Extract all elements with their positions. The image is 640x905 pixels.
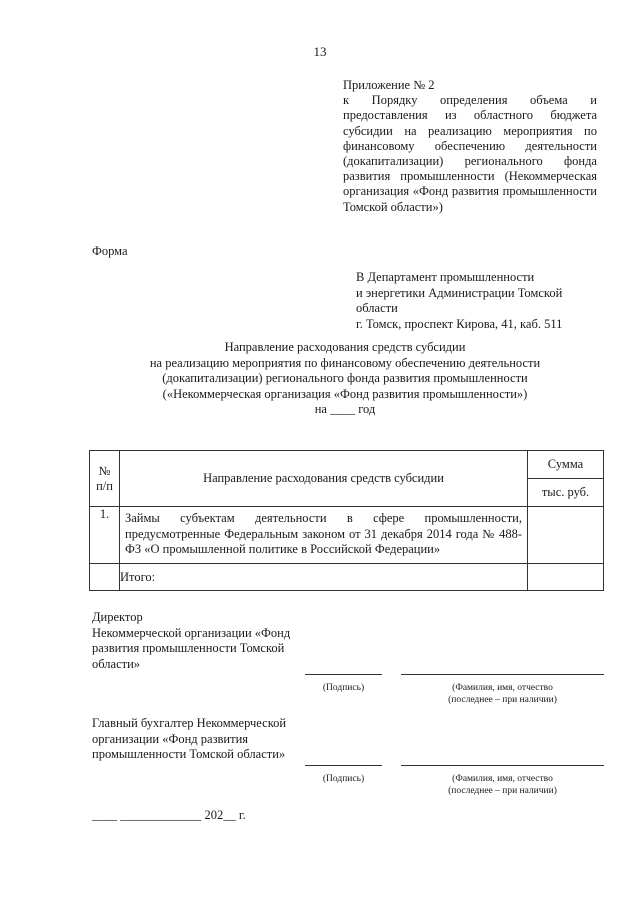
director-line: Директор xyxy=(92,610,143,624)
addressee-line: и энергетики Администрации Томской xyxy=(356,285,563,300)
form-label: Форма xyxy=(92,244,128,258)
title-line: Направление расходования средств субсидии xyxy=(224,340,466,354)
table-total-row xyxy=(90,564,604,591)
table-header-row xyxy=(90,451,604,479)
name-caption-line: (Фамилия, имя, отчество xyxy=(452,683,553,693)
row-num-cell: 1. xyxy=(90,507,120,564)
spending-table xyxy=(89,450,604,591)
table-row xyxy=(90,507,604,564)
total-num-cell xyxy=(90,564,120,591)
accountant-signature-caption: (Подпись) xyxy=(322,774,365,784)
page-number: 13 xyxy=(313,44,327,59)
header-num-sub-label: п/п xyxy=(96,478,113,493)
director-title xyxy=(92,610,302,672)
addressee-line: г. Томск, проспект Кирова, 41, каб. 511 xyxy=(356,316,563,331)
accountant-name-caption xyxy=(401,773,604,797)
title-line: на реализацию мероприятия по финансовому обеспечению деятельности xyxy=(149,355,541,370)
accountant-title xyxy=(92,716,307,763)
header-num-cell xyxy=(90,451,120,507)
name-caption-line: (последнее – при наличии) xyxy=(448,786,557,796)
header-num-label: № xyxy=(98,463,111,478)
total-sum-cell[interactable] xyxy=(528,564,604,591)
addressee-line: области xyxy=(356,301,398,315)
director-line: развития промышленности Томской xyxy=(92,641,285,655)
accountant-signature-line[interactable] xyxy=(305,765,382,766)
document-title xyxy=(100,340,590,418)
header-sum-unit-cell: тыс. руб. xyxy=(528,479,604,507)
director-line: области» xyxy=(92,656,141,671)
appendix-body: к Порядку определения объема и предоставления из областного бюджета субсидии на реализацию мероприятия по финансовому обеспечению деятельности (докапитализации) регионального фонда развития промышленности (Некоммерческая организация «Фонд развития промышленности Томской области») xyxy=(343,93,597,214)
header-direction-cell: Направление расходования средств субсидии xyxy=(120,451,528,507)
date-line[interactable]: ____ _____________ 202__ г. xyxy=(92,808,246,822)
row-sum-cell[interactable] xyxy=(528,507,604,564)
accountant-line: организации «Фонд развития xyxy=(92,731,249,746)
director-name-line[interactable] xyxy=(401,674,604,675)
appendix-title: Приложение № 2 xyxy=(343,78,435,92)
total-label-cell: Итого: xyxy=(120,564,528,591)
row-text-cell xyxy=(120,507,528,564)
director-name-caption xyxy=(401,682,604,706)
director-signature-caption: (Подпись) xyxy=(322,683,365,693)
director-line: Некоммерческой организации «Фонд xyxy=(92,625,291,640)
name-caption-line: (последнее – при наличии) xyxy=(448,695,557,705)
addressee-block xyxy=(356,270,586,332)
title-line: («Некоммерческая организация «Фонд развития промышленности») xyxy=(162,386,528,401)
accountant-name-line[interactable] xyxy=(401,765,604,766)
director-signature-line[interactable] xyxy=(305,674,382,675)
title-year-line: на ____ год xyxy=(314,402,376,416)
header-sum-cell: Сумма xyxy=(528,451,604,479)
name-caption-line: (Фамилия, имя, отчество xyxy=(452,774,553,784)
row-text: Займы субъектам деятельности в сфере промышленности, предусмотренные Федеральным законом от 31 декабря 2014 года № 488-ФЗ «О промышленной политике в Российской Федерации» xyxy=(125,511,522,556)
appendix-header xyxy=(343,78,597,215)
accountant-line: промышленности Томской области» xyxy=(92,747,286,761)
title-line: (докапитализации) регионального фонда развития промышленности xyxy=(162,371,528,385)
addressee-line: В Департамент промышленности xyxy=(356,270,535,284)
accountant-line: Главный бухгалтер Некоммерческой xyxy=(92,716,287,730)
